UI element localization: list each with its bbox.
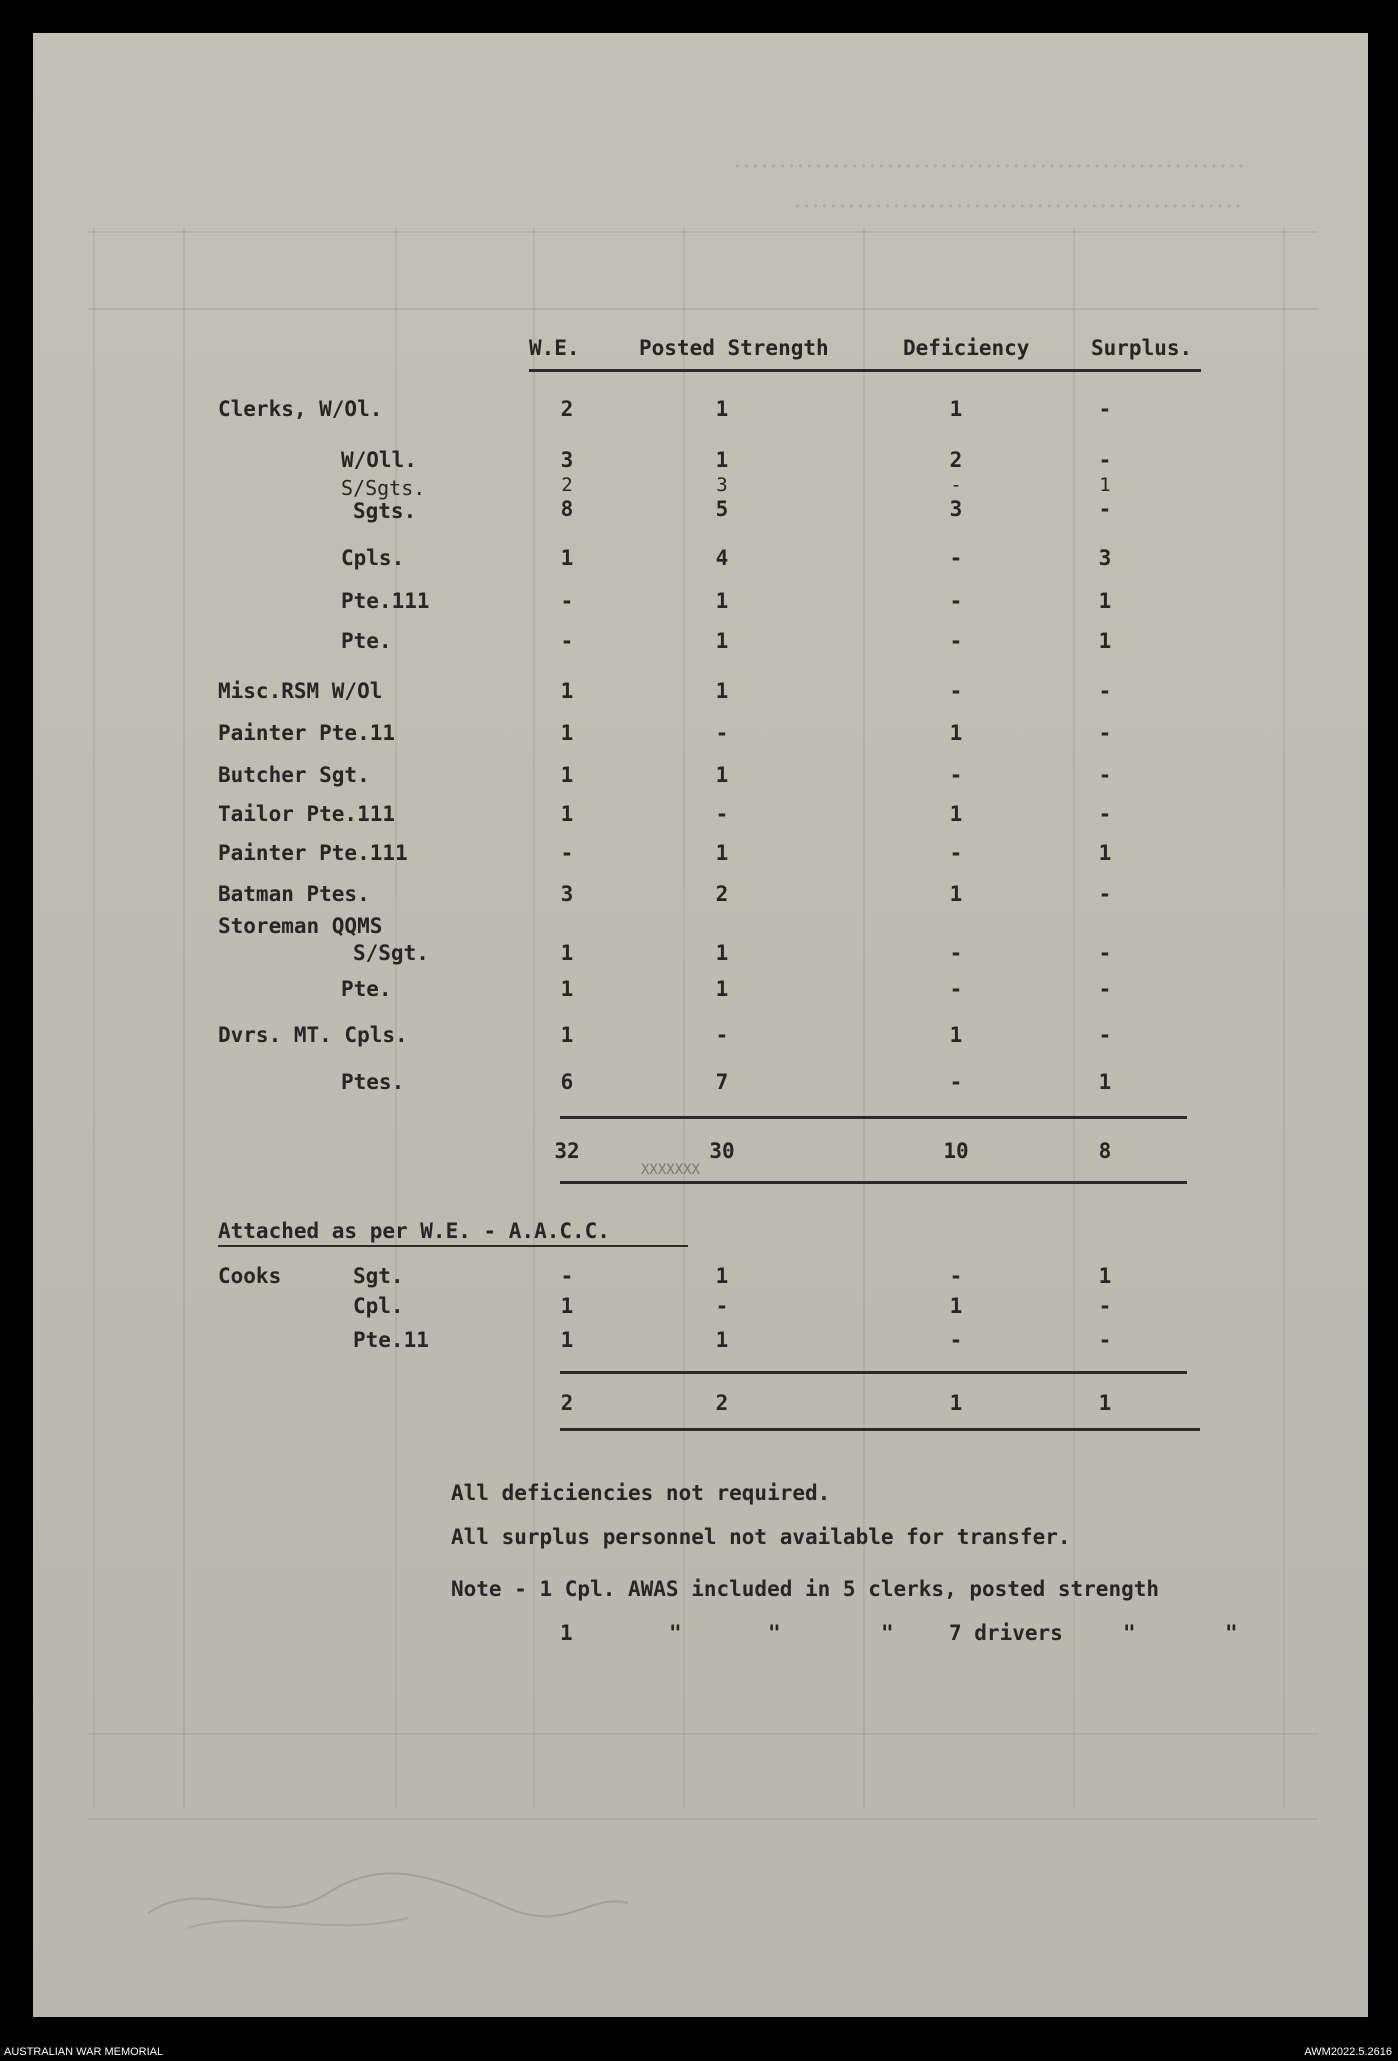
cell-deficiency: 1 (949, 802, 963, 826)
cell-deficiency: 2 (949, 448, 963, 472)
cell-posted: 1 (715, 841, 729, 865)
row-label: Pte.111 (341, 589, 430, 613)
row-label: Tailor Pte.111 (218, 802, 396, 826)
cell-posted: 1 (715, 629, 729, 653)
cooks-label: Cooks (218, 1264, 282, 1288)
cell-we: 1 (560, 546, 574, 570)
cell-we: 8 (560, 497, 574, 521)
cell-surplus: - (1098, 679, 1112, 703)
note-deficiencies: All deficiencies not required. (451, 1481, 831, 1505)
cell-posted: 1 (715, 941, 729, 965)
cell-deficiency: - (949, 589, 963, 613)
struck-out-text: XXXXXXX (641, 1162, 701, 1178)
cell-deficiency: - (949, 629, 963, 653)
cell-deficiency: 1 (949, 1023, 963, 1047)
cell-we: 3 (560, 448, 574, 472)
cell-we: 1 (560, 763, 574, 787)
row-label: Clerks, W/Ol. (218, 397, 383, 421)
cell-deficiency: - (949, 1264, 963, 1288)
cell-posted: - (715, 721, 729, 745)
cell-surplus: - (1098, 397, 1112, 421)
footer-accession-number: AWM2022.5.2616 (1304, 2046, 1392, 2058)
cell-we: 1 (560, 802, 574, 826)
cell-posted: 5 (715, 497, 729, 521)
cell-we: 1 (560, 941, 574, 965)
attached-totals-rule-top (560, 1371, 1187, 1374)
cell-we: 1 (560, 721, 574, 745)
cell-we: 2 (561, 474, 573, 496)
cell-surplus: 1 (1098, 1264, 1112, 1288)
row-label: Pte. (341, 629, 392, 653)
cell-surplus: - (1098, 941, 1112, 965)
cell-we: - (560, 629, 574, 653)
row-label: Ptes. (341, 1070, 405, 1094)
header-surplus: Surplus. (1091, 336, 1193, 360)
cell-we: 3 (560, 882, 574, 906)
cell-posted: 4 (715, 546, 729, 570)
row-label: Cpl. (353, 1294, 404, 1318)
cell-deficiency: - (949, 841, 963, 865)
cell-posted: 1 (715, 679, 729, 703)
note-surplus: All surplus personnel not available for transfer. (451, 1525, 1071, 1549)
document-page: ························································· ·················································· W.E. Posted Strength Deficiency Surplus. Clerks, W/Ol. 2 1 1 - W/Oll. 3 1 2 - S/Sgts. 2 3 - 1 Sgts. 8 5 3 - Cpls. 1 4 - 3 Pte.111 - 1 - 1 Pte. - 1 - 1 Misc.RSM W/Ol 1 1 - - Painter Pte.11 1 - 1 - Butcher Sgt. 1 1 - - Tailor Pte.111 1 - 1 - Painter Pte.111 - 1 - 1 Batman Ptes. 3 2 1 - Storeman QQMS S/Sgt. 1 1 - - Pte. 1 1 - - Dvrs. MT. Cpls. 1 - 1 - Ptes. 6 7 - 1 32 30 10 8 XXXXXXX Attached as per W.E. - A.A.C.C. Cooks Sgt. - 1 - 1 Cpl. 1 - 1 - Pte.11 1 1 - - 2 2 1 1 All deficiencies not required. All surplus personnel not available for transfer. Note - 1 Cpl. AWAS included in 5 clerks, posted strength 1 " " " 7 drivers " " (33, 33, 1368, 2017)
total-we: 32 (554, 1139, 580, 1163)
row-label: Sgt. (353, 1264, 404, 1288)
note-awas: Note - 1 Cpl. AWAS included in 5 clerks, posted strength (451, 1577, 1160, 1601)
cell-deficiency: - (950, 474, 962, 496)
cell-deficiency: - (949, 941, 963, 965)
cell-surplus: 3 (1098, 546, 1112, 570)
cell-posted: - (715, 1023, 729, 1047)
cell-surplus: - (1098, 1023, 1112, 1047)
total-surplus: 1 (1098, 1391, 1112, 1415)
total-surplus: 8 (1098, 1139, 1112, 1163)
ditto-mark: " (1225, 1621, 1238, 1645)
cell-deficiency: - (949, 679, 963, 703)
cell-posted: 1 (715, 589, 729, 613)
header-deficiency: Deficiency (903, 336, 1030, 360)
cell-surplus: - (1098, 882, 1112, 906)
cell-surplus: 1 (1098, 629, 1112, 653)
cell-deficiency: - (949, 1070, 963, 1094)
row-label: Pte.11 (353, 1328, 429, 1352)
cell-surplus: 1 (1099, 474, 1111, 496)
total-posted: 2 (715, 1391, 729, 1415)
cell-posted: 1 (715, 977, 729, 1001)
cell-we: - (560, 589, 574, 613)
cell-we: 2 (560, 397, 574, 421)
row-label: Misc.RSM W/Ol (218, 679, 383, 703)
total-we: 2 (560, 1391, 574, 1415)
cell-posted: 1 (715, 397, 729, 421)
cell-deficiency: - (949, 1328, 963, 1352)
cell-deficiency: 1 (949, 882, 963, 906)
row-label: Batman Ptes. (218, 882, 370, 906)
cell-posted: 1 (715, 448, 729, 472)
attached-totals-rule-bottom (560, 1428, 1200, 1431)
ditto-mark: " (768, 1621, 781, 1645)
cell-deficiency: 1 (949, 1294, 963, 1318)
cell-surplus: - (1098, 721, 1112, 745)
cell-surplus: - (1098, 977, 1112, 1001)
cell-surplus: - (1098, 763, 1112, 787)
row-label: S/Sgt. (353, 941, 429, 965)
cell-posted: 3 (716, 474, 728, 496)
cell-surplus: - (1098, 448, 1112, 472)
row-label: Pte. (341, 977, 392, 1001)
cell-posted: 2 (715, 882, 729, 906)
cell-posted: 1 (715, 763, 729, 787)
cell-we: 1 (560, 679, 574, 703)
attached-heading: Attached as per W.E. - A.A.C.C. (218, 1219, 610, 1243)
storeman-label: Storeman QQMS (218, 914, 383, 938)
row-label: Sgts. (353, 499, 417, 523)
row-label: Painter Pte.111 (218, 841, 408, 865)
row-label: Painter Pte.11 (218, 721, 396, 745)
cell-posted: - (715, 1294, 729, 1318)
cell-surplus: - (1098, 1294, 1112, 1318)
cell-we: 6 (560, 1070, 574, 1094)
total-posted: 30 (709, 1139, 735, 1163)
row-label: Dvrs. MT. Cpls. (218, 1023, 408, 1047)
cell-surplus: - (1098, 802, 1112, 826)
ditto-mark: " (669, 1621, 682, 1645)
cell-deficiency: - (949, 546, 963, 570)
cell-surplus: 1 (1098, 1070, 1112, 1094)
footer-archive-name: AUSTRALIAN WAR MEMORIAL (4, 2046, 164, 2058)
total-deficiency: 1 (949, 1391, 963, 1415)
cell-deficiency: - (949, 977, 963, 1001)
cell-deficiency: 3 (949, 497, 963, 521)
header-we: W.E. (529, 336, 580, 360)
attached-heading-underline (218, 1245, 688, 1247)
cell-deficiency: 1 (949, 397, 963, 421)
cell-posted: 1 (715, 1264, 729, 1288)
totals-rule-top (560, 1116, 1187, 1119)
note-drivers-count: 1 (560, 1621, 573, 1645)
cell-we: - (560, 1264, 574, 1288)
cell-we: - (560, 841, 574, 865)
cell-we: 1 (560, 977, 574, 1001)
cell-surplus: - (1098, 1328, 1112, 1352)
total-deficiency: 10 (943, 1139, 969, 1163)
totals-rule-bottom (560, 1181, 1187, 1184)
cell-we: 1 (560, 1328, 574, 1352)
row-label: S/Sgts. (341, 476, 426, 500)
cell-we: 1 (560, 1294, 574, 1318)
cell-posted: 7 (715, 1070, 729, 1094)
row-label: W/Oll. (341, 448, 417, 472)
note-drivers-text: 7 drivers (949, 1621, 1063, 1645)
header-underline (529, 369, 1201, 372)
cell-deficiency: 1 (949, 721, 963, 745)
cell-posted: 1 (715, 1328, 729, 1352)
header-posted-strength: Posted Strength (639, 336, 829, 360)
row-label: Butcher Sgt. (218, 763, 370, 787)
row-label: Cpls. (341, 546, 405, 570)
cell-surplus: 1 (1098, 841, 1112, 865)
cell-deficiency: - (949, 763, 963, 787)
cell-posted: - (715, 802, 729, 826)
cell-surplus: 1 (1098, 589, 1112, 613)
signature-bleed-through (128, 1853, 648, 1943)
cell-we: 1 (560, 1023, 574, 1047)
ditto-mark: " (881, 1621, 894, 1645)
cell-surplus: - (1098, 497, 1112, 521)
ditto-mark: " (1123, 1621, 1136, 1645)
